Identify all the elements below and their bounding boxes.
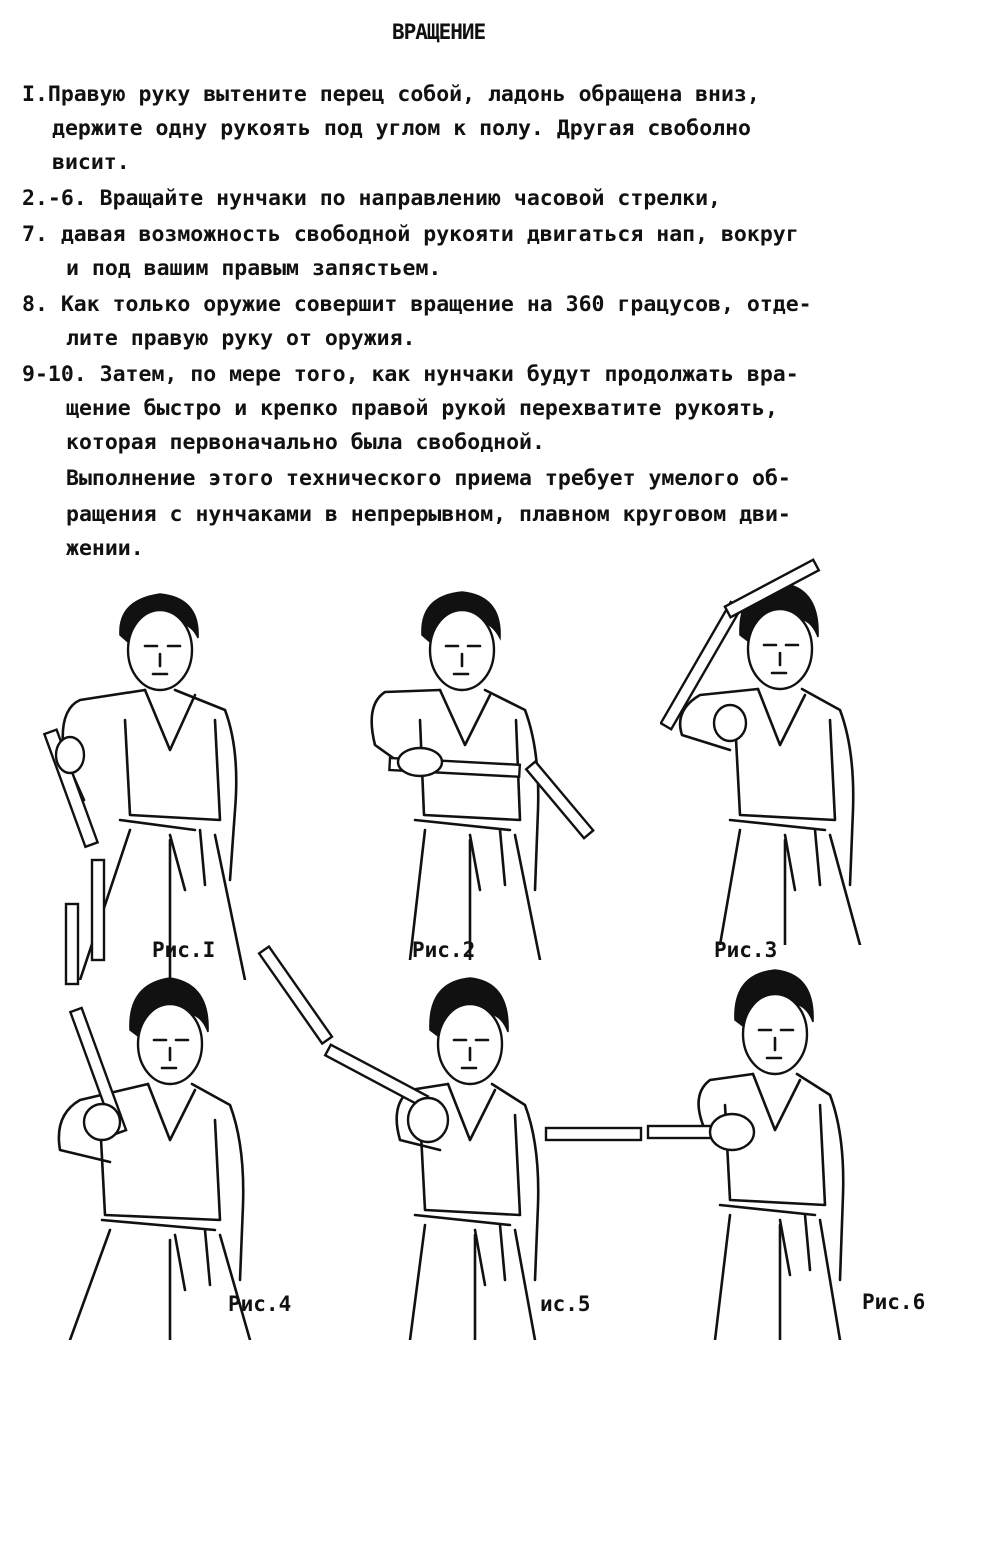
- figure-3-illustration: [660, 545, 960, 945]
- figure-1-caption: Рис.I: [152, 938, 216, 962]
- instruction-line: жении.: [66, 536, 144, 561]
- figure-3: [660, 545, 960, 945]
- instruction-line: щение быстро и крепко правой рукой перехватите рукоять,: [66, 396, 778, 421]
- figure-6: [540, 960, 940, 1340]
- figure-3-caption: Рис.3: [714, 938, 778, 962]
- instruction-line: лите правую руку от оружия.: [66, 326, 416, 351]
- figure-2-caption: Рис.2: [412, 938, 476, 962]
- figure-5-illustration: [250, 940, 590, 1340]
- figure-6-caption: Рис.6: [862, 1290, 926, 1314]
- instruction-line: 8. Как только оружие совершит вращение на 360 грацусов, отде-: [22, 292, 812, 317]
- instruction-line: ращения с нунчаками в непрерывном, плавном круговом дви-: [66, 502, 791, 527]
- figure-5: [250, 940, 590, 1340]
- page-title: ВРАЩЕНИЕ: [392, 20, 486, 44]
- instruction-line: Выполнение этого технического приема требует умелого об-: [66, 466, 791, 491]
- instruction-line: висит.: [52, 150, 130, 175]
- instruction-line: 2.-6. Вращайте нунчаки по направлению часовой стрелки,: [22, 186, 721, 211]
- figure-4-caption: Рис.4: [228, 1292, 292, 1316]
- instruction-line: 7. давая возможность свободной рукояти двигаться нап, вокруг: [22, 222, 799, 247]
- instruction-line: держите одну рукоять под углом к полу. Другая своболно: [52, 116, 751, 141]
- instruction-line: 9-10. Затем, по мере того, как нунчаки будут продолжать вра-: [22, 362, 799, 387]
- figure-5-caption: ис.5: [540, 1292, 591, 1316]
- figure-2-illustration: [340, 580, 630, 960]
- instruction-line: и под вашим правым запястьем.: [66, 256, 442, 281]
- instruction-line: которая первоначально была свободной.: [66, 430, 545, 455]
- figure-2: [340, 580, 630, 960]
- figure-6-illustration: [540, 960, 940, 1340]
- instruction-line: I.Правую руку вытените перец собой, ладонь обращена вниз,: [22, 82, 760, 107]
